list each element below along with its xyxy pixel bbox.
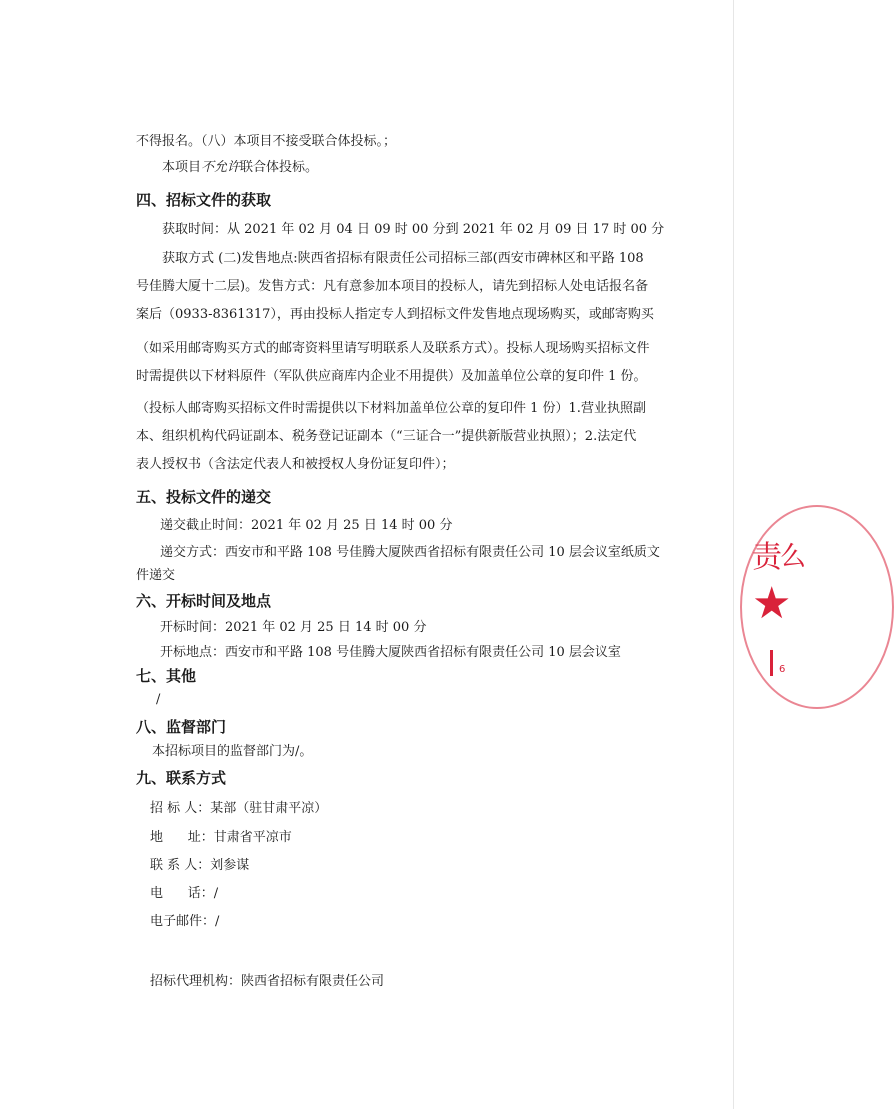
section-4-method-line-8: 表人授权书（含法定代表人和被授权人身份证复印件）； bbox=[136, 457, 455, 472]
intro-line-2-suffix: 联合体投标。 bbox=[240, 160, 319, 175]
intro-line-2-emphasis: 不允许 bbox=[201, 160, 241, 175]
contact-row-tenderer bbox=[150, 799, 327, 819]
contact-row-phone bbox=[150, 884, 218, 904]
section-6-time: 开标时间：2021 年 02 月 25 日 14 时 00 分 bbox=[160, 620, 427, 635]
intro-line-2 bbox=[162, 158, 318, 178]
stamp-char-top: 责 bbox=[752, 540, 782, 575]
contact-value: / bbox=[213, 886, 219, 901]
stamp-char-partial: 么 bbox=[780, 542, 807, 572]
contact-row-address bbox=[150, 828, 292, 848]
section-4-method-line-5: 时需提供以下材料原件（军队供应商库内企业不用提供）及加盖单位公章的复印件 1 份。 bbox=[136, 369, 647, 384]
stamp-stroke bbox=[770, 650, 773, 676]
section-4-heading: 四、招标文件的获取 bbox=[136, 191, 272, 209]
agency-row bbox=[150, 972, 384, 992]
contact-label: 电 话： bbox=[150, 886, 214, 901]
contact-row-email bbox=[150, 912, 219, 932]
contact-value: 刘参谋 bbox=[210, 858, 250, 873]
section-4-time: 获取时间：从 2021 年 02 月 04 日 09 时 00 分到 2021 年 02 月 09 日 17 时 00 分 bbox=[162, 222, 665, 237]
section-4-method-line-4: （如采用邮寄购买方式的邮寄资料里请写明联系人及联系方式）。投标人现场购买招标文件 bbox=[136, 341, 650, 356]
section-5-heading: 五、投标文件的递交 bbox=[136, 488, 272, 506]
contact-label: 电子邮件： bbox=[150, 914, 216, 929]
intro-line-2-prefix: 本项目 bbox=[162, 160, 202, 175]
intro-line-1: 不得报名。（八）本项目不接受联合体投标。； bbox=[136, 134, 397, 149]
agency-value: 陕西省招标有限责任公司 bbox=[241, 974, 385, 989]
section-4-method-line-7: 本、组织机构代码证副本、税务登记证副本（“三证合一”提供新版营业执照）；2.法定代 bbox=[136, 429, 637, 444]
stamp-star-icon: ★ bbox=[752, 578, 792, 629]
scan-edge-line bbox=[733, 0, 734, 1109]
section-5-method-line-1: 递交方式：西安市和平路 108 号佳腾大厦陕西省招标有限责任公司 10 层会议室纸质文 bbox=[160, 545, 660, 560]
agency-label: 招标代理机构： bbox=[150, 974, 242, 989]
section-7-content: / bbox=[156, 692, 161, 707]
contact-label: 招 标 人： bbox=[150, 801, 211, 816]
section-5-method-line-2: 件递交 bbox=[136, 568, 176, 583]
section-6-heading: 六、开标时间及地点 bbox=[136, 592, 272, 610]
section-4-method-line-1: 获取方式 (二)发售地点:陕西省招标有限责任公司招标三部(西安市碑林区和平路 108 bbox=[162, 251, 644, 266]
stamp-digit: 6 bbox=[779, 664, 786, 675]
contact-label: 地 址： bbox=[150, 830, 214, 845]
contact-value: / bbox=[215, 914, 220, 929]
contact-value: 某部（驻甘肃平凉） bbox=[210, 801, 328, 816]
section-8-heading: 八、监督部门 bbox=[136, 718, 227, 736]
contact-value: 甘肃省平凉市 bbox=[213, 830, 292, 845]
section-4-method-line-6: （投标人邮寄购买招标文件时需提供以下材料加盖单位公章的复印件 1 份）1.营业执照副 bbox=[136, 401, 646, 416]
contact-label: 联 系 人： bbox=[150, 858, 211, 873]
contact-row-person bbox=[150, 856, 249, 876]
section-4-method-line-3: 案后（0933-8361317），再由投标人指定专人到招标文件发售地点现场购买，或邮寄购买 bbox=[136, 307, 654, 322]
section-8-content: 本招标项目的监督部门为/。 bbox=[152, 744, 313, 759]
section-9-heading: 九、联系方式 bbox=[136, 769, 227, 787]
section-4-method-line-2: 号佳腾大厦十二层)。发售方式：凡有意参加本项目的投标人，请先到招标人处电话报名备 bbox=[136, 279, 649, 294]
section-5-deadline: 递交截止时间：2021 年 02 月 25 日 14 时 00 分 bbox=[160, 518, 453, 533]
section-7-heading: 七、其他 bbox=[136, 667, 197, 685]
section-6-place: 开标地点：西安市和平路 108 号佳腾大厦陕西省招标有限责任公司 10 层会议室 bbox=[160, 645, 621, 660]
